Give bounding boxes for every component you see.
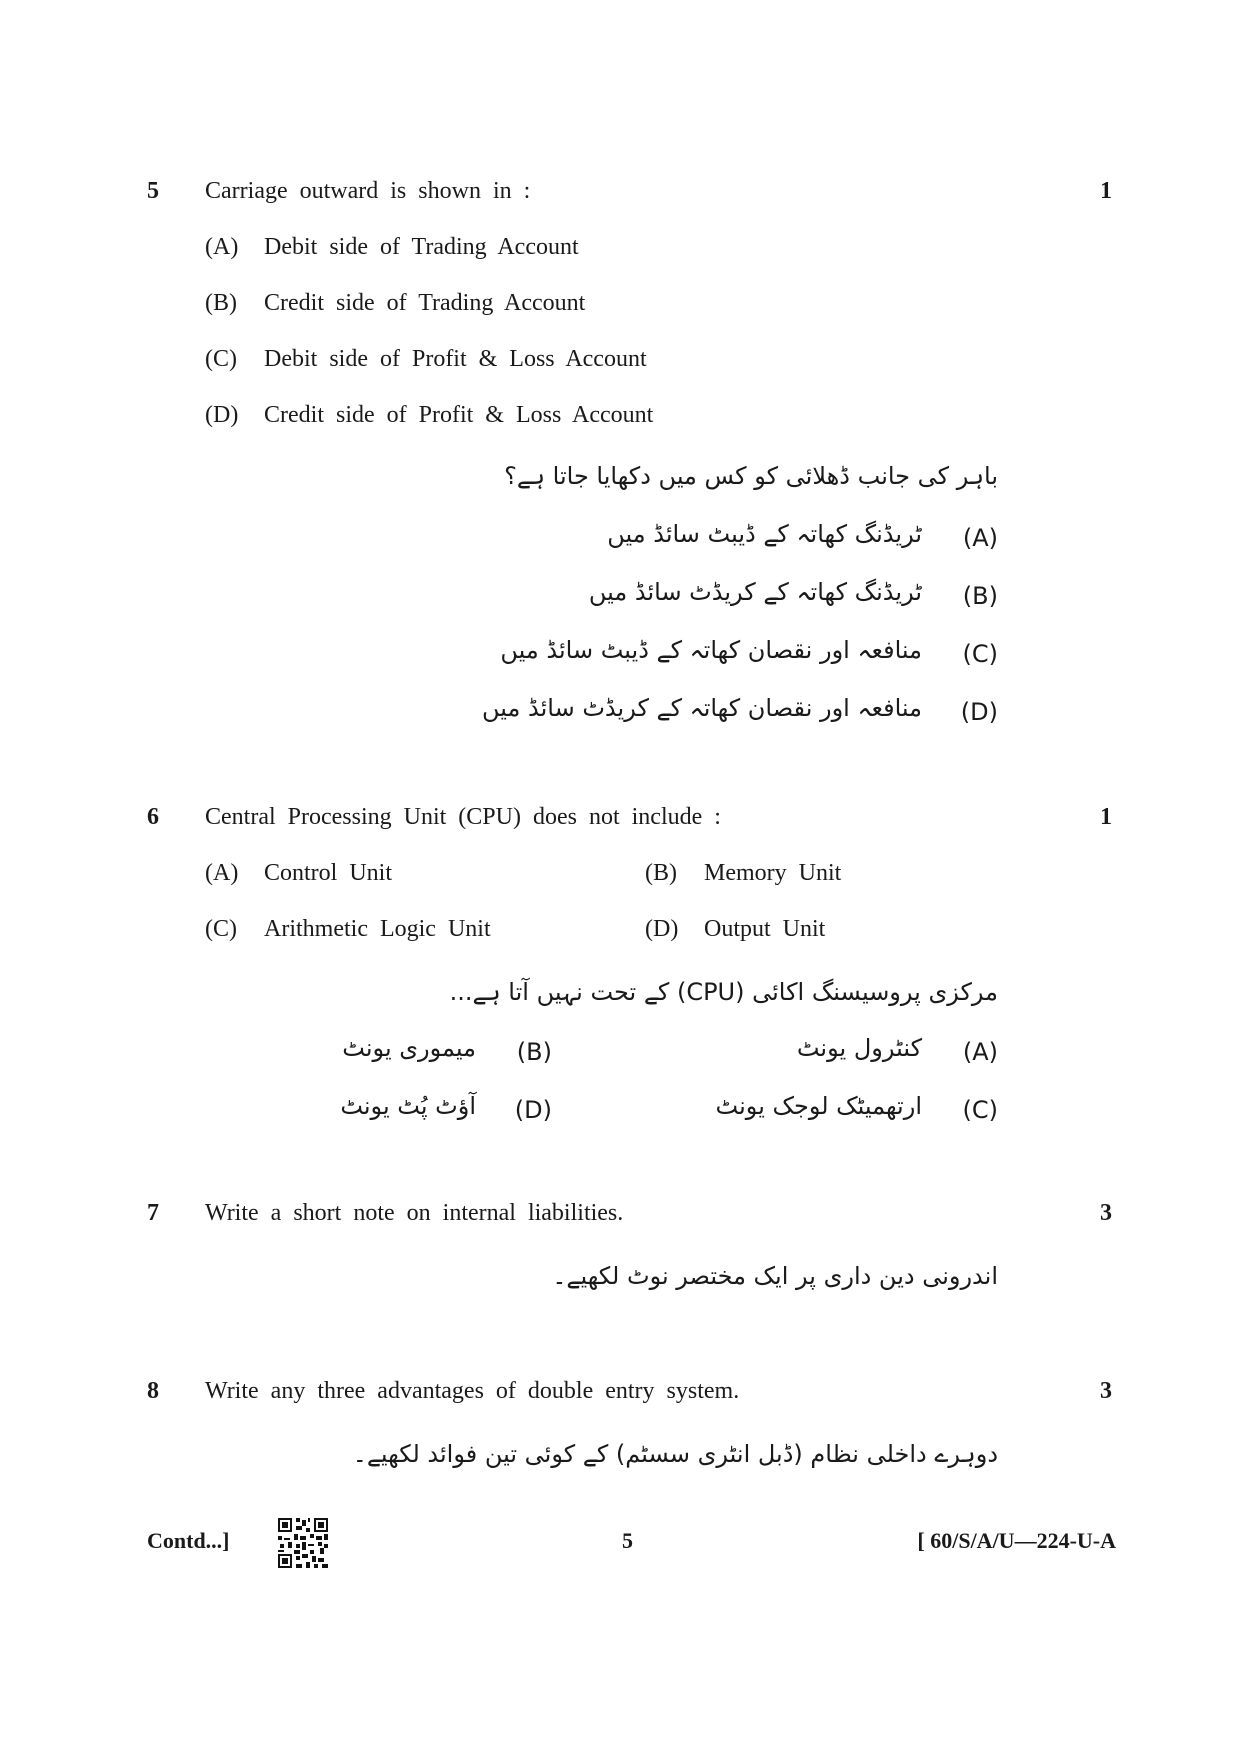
page-number: 5 <box>622 1528 633 1553</box>
option-text: Memory Unit <box>704 860 842 886</box>
option-letter: (C) <box>205 346 237 372</box>
question-text: Write any three advantages of double entry system. <box>205 1378 740 1404</box>
option-letter: (D) <box>205 402 239 428</box>
urdu-question-text: دوہرے داخلی نظام (ڈبل انٹری سسٹم) کے کوئی تین فوائد لکھیے۔ <box>352 1440 998 1468</box>
urdu-option-letter: (D) <box>960 698 998 726</box>
option-letter: (A) <box>205 234 239 260</box>
option-letter: (A) <box>205 860 239 886</box>
question-text: Central Processing Unit (CPU) does not include : <box>205 804 721 830</box>
question-marks: 1 <box>1100 804 1112 830</box>
question-text: Carriage outward is shown in : <box>205 178 531 204</box>
urdu-option-letter: (A) <box>962 524 998 552</box>
urdu-option-text: کنٹرول یونٹ <box>796 1034 922 1062</box>
urdu-option-letter: (D) <box>514 1096 552 1124</box>
question-number: 7 <box>147 1200 159 1226</box>
contd-label: Contd...] <box>147 1528 230 1553</box>
option-text: Credit side of Profit & Loss Account <box>264 402 654 428</box>
urdu-option-text: ٹریڈنگ کھاتہ کے ڈیبٹ سائڈ میں <box>607 520 922 548</box>
urdu-option-text: میموری یونٹ <box>342 1034 476 1062</box>
urdu-option-letter: (C) <box>962 640 998 668</box>
option-letter: (D) <box>645 916 679 942</box>
question-text: Write a short note on internal liabilities. <box>205 1200 624 1226</box>
option-text: Credit side of Trading Account <box>264 290 586 316</box>
urdu-option-text: ٹریڈنگ کھاتہ کے کریڈٹ سائڈ میں <box>588 578 922 606</box>
option-text: Debit side of Trading Account <box>264 234 579 260</box>
option-letter: (B) <box>645 860 677 886</box>
option-text: Debit side of Profit & Loss Account <box>264 346 647 372</box>
qr-code-icon <box>278 1518 328 1568</box>
question-marks: 1 <box>1100 178 1112 204</box>
urdu-option-text: آؤٹ پُٹ یونٹ <box>340 1092 476 1120</box>
question-number: 6 <box>147 804 159 830</box>
urdu-question-text: باہر کی جانب ڈھلائی کو کس میں دکھایا جاتا ہے؟ <box>504 462 998 490</box>
urdu-question-text: مرکزی پروسیسنگ اکائی (CPU) کے تحت نہیں آتا ہے... <box>449 978 998 1006</box>
paper-code: [ 60/S/A/U—224-U-A <box>917 1528 1116 1553</box>
question-marks: 3 <box>1100 1200 1112 1226</box>
question-number: 8 <box>147 1378 159 1404</box>
urdu-option-text: منافعہ اور نقصان کھاتہ کے ڈیبٹ سائڈ میں <box>500 636 922 664</box>
option-text: Control Unit <box>264 860 393 886</box>
urdu-option-text: ارتھمیٹک لوجک یونٹ <box>715 1092 922 1120</box>
option-letter: (B) <box>205 290 237 316</box>
urdu-option-letter: (B) <box>962 582 998 610</box>
option-letter: (C) <box>205 916 237 942</box>
question-marks: 3 <box>1100 1378 1112 1404</box>
urdu-option-text: منافعہ اور نقصان کھاتہ کے کریڈٹ سائڈ میں <box>482 694 922 722</box>
urdu-question-text: اندرونی دین داری پر ایک مختصر نوٹ لکھیے۔ <box>552 1262 998 1290</box>
option-text: Arithmetic Logic Unit <box>264 916 491 942</box>
urdu-option-letter: (C) <box>962 1096 998 1124</box>
urdu-option-letter: (B) <box>516 1038 552 1066</box>
urdu-option-letter: (A) <box>962 1038 998 1066</box>
option-text: Output Unit <box>704 916 826 942</box>
question-number: 5 <box>147 178 159 204</box>
